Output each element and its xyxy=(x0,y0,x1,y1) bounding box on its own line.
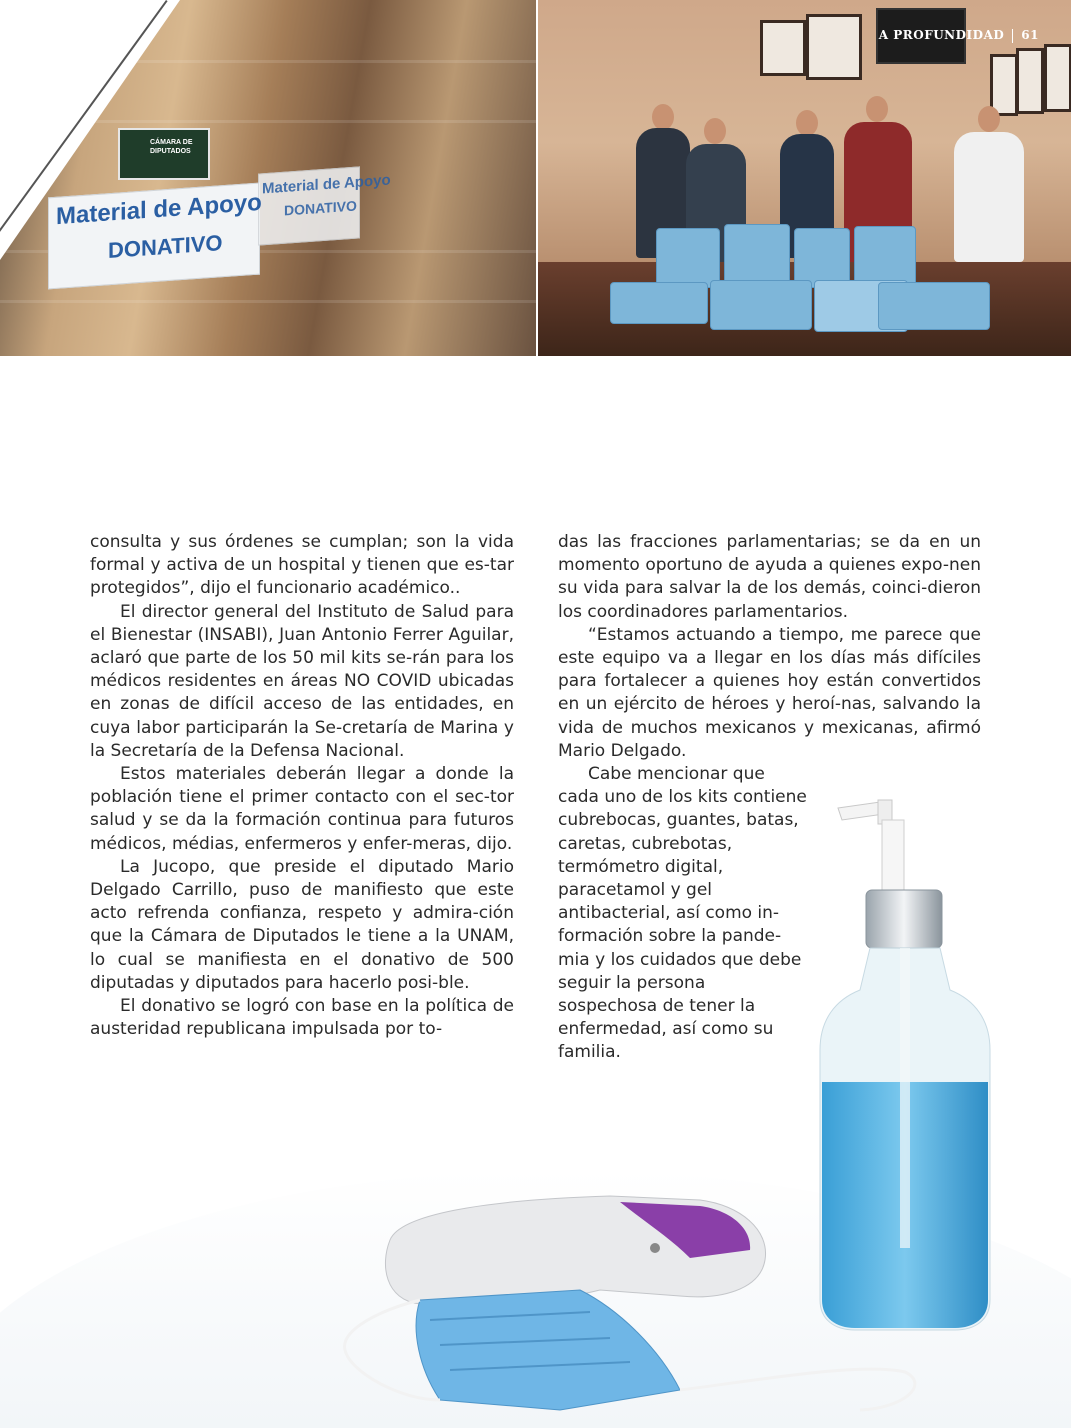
kit-package xyxy=(710,280,812,330)
thermometer xyxy=(385,1196,765,1306)
camara-badge-text: CÁMARA DE DIPUTADOS xyxy=(150,139,193,155)
section-title: A PROFUNDIDAD xyxy=(878,28,1005,42)
page-number: 61 xyxy=(1021,28,1039,42)
paragraph: La Jucopo, que preside el diputado Mario Delgado Carrillo, puso de manifiesto que este acto refrenda confianza, respeto y admira-ción que la Cámara de Diputados le tiene a la UNAM, lo cual se manifiesta en el donativo de 500 diputadas y diputados para hacerlo posi-ble. xyxy=(90,856,514,993)
wall-frame xyxy=(1044,44,1071,112)
header-separator xyxy=(1012,29,1013,43)
box-label-title: Material de Apoyo xyxy=(56,188,262,231)
photo-medical-staff xyxy=(538,0,1071,356)
paragraph: Cabe mencionar que cada uno de los kits contiene cubrebocas, guantes, batas, caretas, cubrebotas, termómetro digital, paracetamol y gel antibacterial, así como in-formación sobre la pande-mia y los cuidados que debe seguir la persona sospechosa de tener la enfermedad, así como su familia. xyxy=(558,764,807,1063)
article-column-1 xyxy=(90,531,514,1041)
paragraph: consulta y sus órdenes se cumplan; son la vida formal y activa de un hospital y tienen que es-tar protegidos”, dijo el funcionario académico.. xyxy=(90,532,514,599)
box-label-subtitle: DONATIVO xyxy=(284,197,357,219)
paragraph: das las fracciones parlamentarias; se da en un momento oportuno de ayuda a quienes expo-nen su vida para salvar la de los demás, coinci-dieron los coordinadores parlamentarios. xyxy=(558,532,981,622)
person xyxy=(954,132,1024,262)
paragraph: El director general del Instituto de Salud para el Bienestar (INSABI), Juan Antonio Ferrer Aguilar, aclaró que parte de los 50 mil kits se-rán para los médicos residentes en áreas NO COVID ubicadas en zonas de difícil acceso de las entidades, en cuya labor participarán la Se-cretaría de Marina y la Secretaría de la Defensa Nacional. xyxy=(90,601,514,761)
kit-package xyxy=(794,228,850,288)
wall-frame xyxy=(806,14,862,80)
kit-package xyxy=(878,282,990,330)
kit-package xyxy=(724,224,790,288)
box-label-title: Material de Apoyo xyxy=(262,171,391,198)
box-label-subtitle: DONATIVO xyxy=(108,229,223,264)
paragraph: Estos materiales deberán llegar a donde la población tiene el primer contacto con el sec-tor salud y se da la formación continua para futuros médicos, médias, enfermeros y enfer-meras, dijo. xyxy=(90,764,514,854)
wall-frame xyxy=(1016,48,1044,114)
page-corner-fold xyxy=(0,0,180,260)
table-surface xyxy=(0,1170,1071,1428)
paragraph: El donativo se logró con base en la política de austeridad republicana impulsada por to- xyxy=(90,996,514,1040)
article-column-2 xyxy=(558,531,981,1065)
running-header xyxy=(879,28,1039,43)
kit-package xyxy=(610,282,708,324)
face-mask xyxy=(345,1290,915,1410)
kit-package xyxy=(656,228,720,288)
kit-package xyxy=(854,226,916,288)
paragraph: “Estamos actuando a tiempo, me parece que este equipo va a llegar en los días más difíciles para fortalecer a quienes hoy están convertidos en un ejército de héroes y heroí-nas, salvando la vida de muchos mexicanos y mexicanas, afirmó Mario Delgado. xyxy=(558,624,981,761)
wall-frame xyxy=(760,20,806,76)
